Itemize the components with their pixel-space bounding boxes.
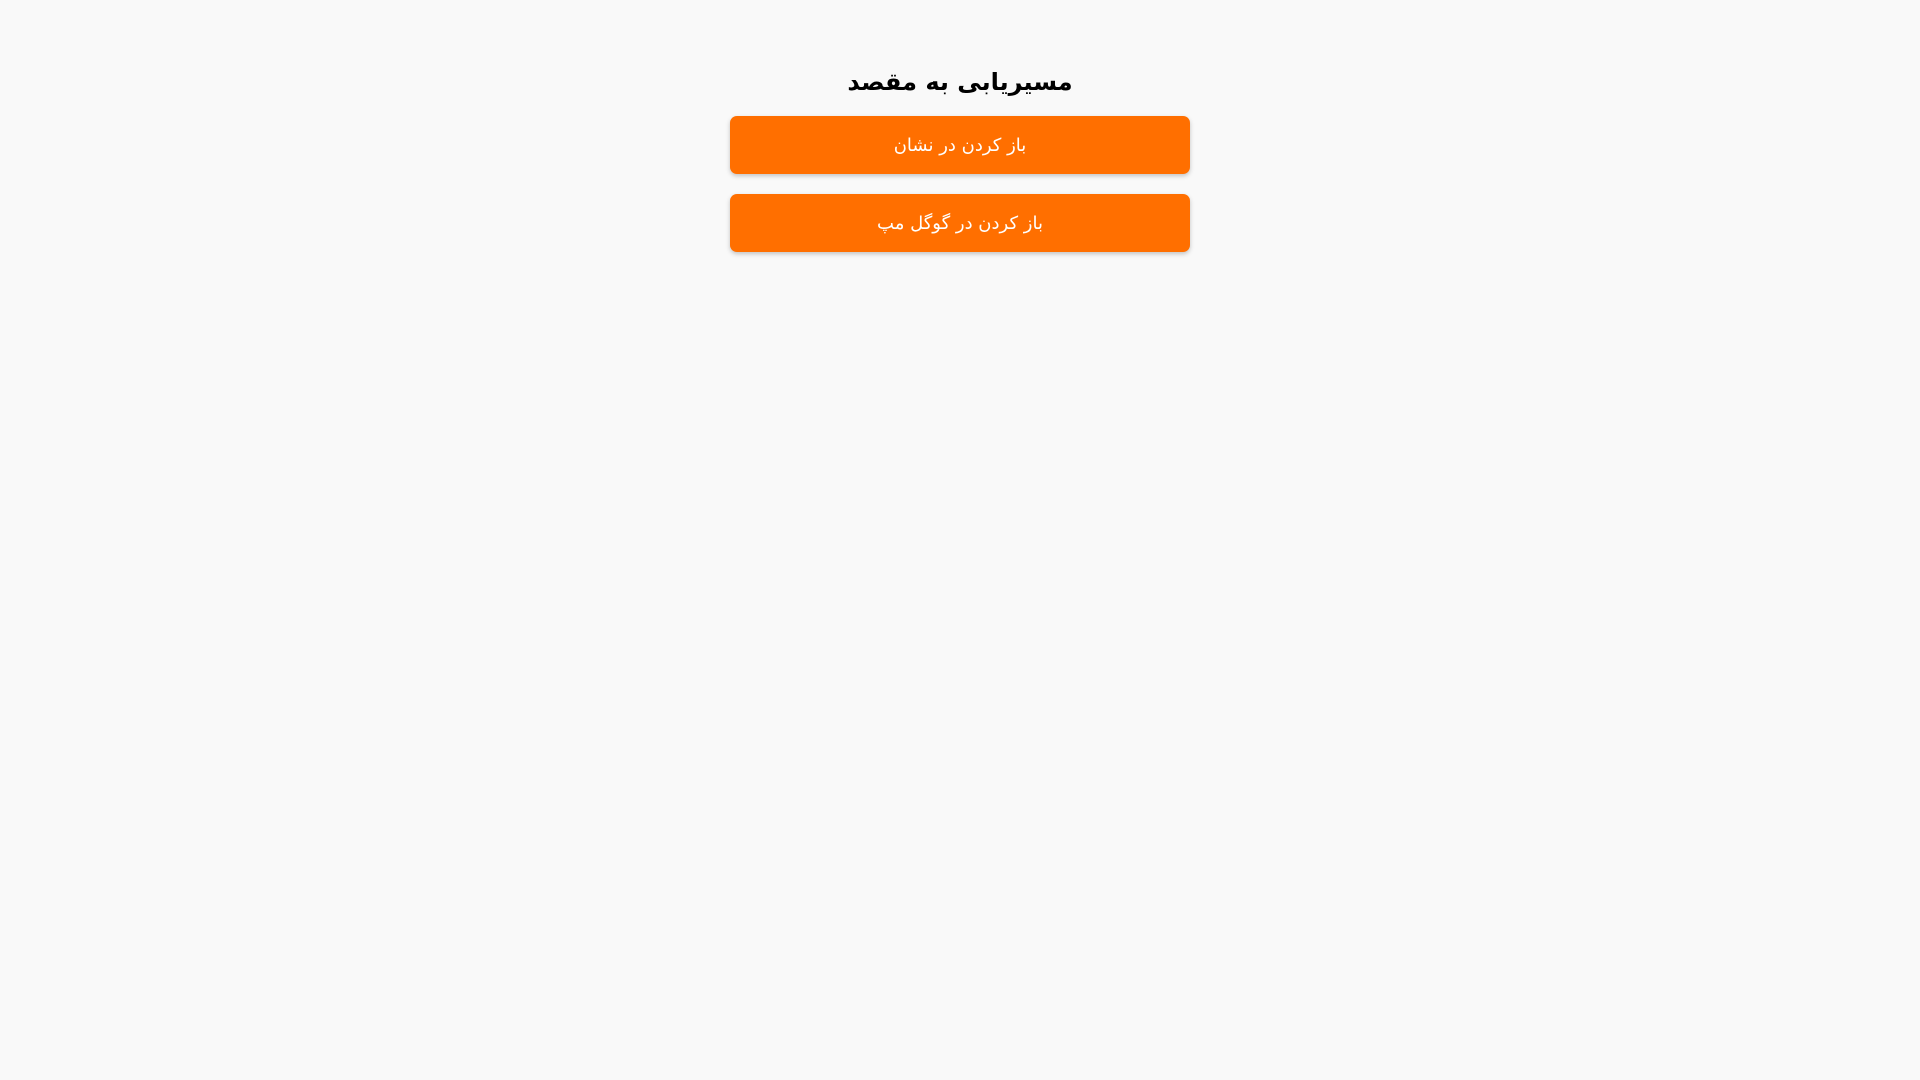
navigation-panel	[730, 62, 1190, 252]
open-in-google-maps-button[interactable]: باز کردن در گوگل مپ	[730, 194, 1190, 252]
open-in-neshan-button[interactable]: باز کردن در نشان	[730, 116, 1190, 174]
page-title: مسیریابی به مقصد	[847, 68, 1073, 96]
